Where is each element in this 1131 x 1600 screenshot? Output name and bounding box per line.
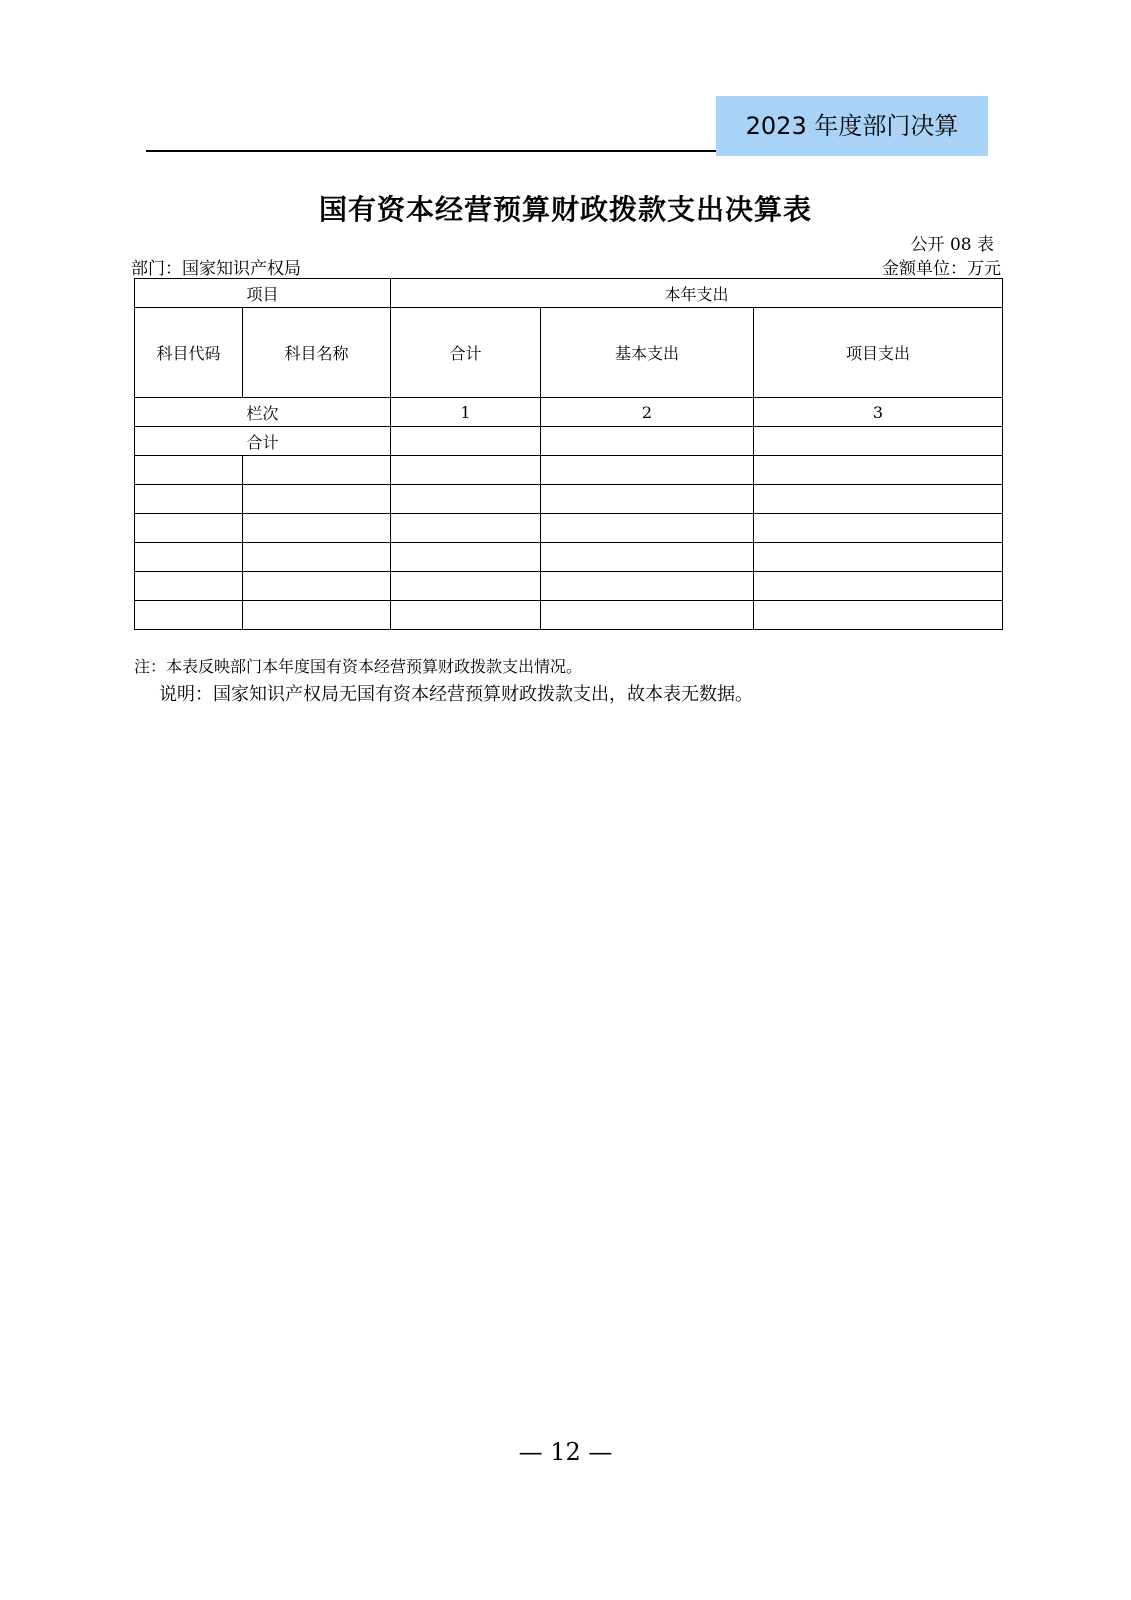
index-1: 1 [391,398,541,427]
total-cell [754,427,1003,456]
table-row [135,572,1003,601]
page-number: — 12 — [518,1438,613,1466]
table-cell [541,601,754,630]
table-cell [135,456,243,485]
table-cell [135,572,243,601]
index-3: 3 [754,398,1003,427]
index-label: 栏次 [135,398,391,427]
table-cell [391,543,541,572]
table-row [135,514,1003,543]
header-tag: 2023 年度部门决算 [716,96,988,156]
table-row [135,601,1003,630]
header-item-group: 项目 [135,279,391,308]
table-row [135,485,1003,514]
table-cell [754,485,1003,514]
table-cell [243,485,391,514]
header-basic: 基本支出 [541,308,754,398]
table-cell [754,456,1003,485]
table-cell [243,456,391,485]
header-code: 科目代码 [135,308,243,398]
header-total: 合计 [391,308,541,398]
table-note: 注：本表反映部门本年度国有资本经营预算财政拨款支出情况。 [134,657,583,676]
total-cell [391,427,541,456]
table-cell [135,514,243,543]
table-cell [243,543,391,572]
header-spend-group: 本年支出 [391,279,1003,308]
page-title: 国有资本经营预算财政拨款支出决算表 [318,193,812,226]
table-cell [541,485,754,514]
table-cell [541,543,754,572]
table-explanation: 说明：国家知识产权局无国有资本经营预算财政拨款支出，故本表无数据。 [159,684,753,705]
header-name: 科目名称 [243,308,391,398]
table-subheader-row [135,308,1003,398]
expenditure-table [134,278,1003,630]
index-2: 2 [541,398,754,427]
table-cell [754,572,1003,601]
department-label: 部门：国家知识产权局 [131,259,301,279]
header-project: 项目支出 [754,308,1003,398]
table-row [135,456,1003,485]
table-cell [754,601,1003,630]
unit-label: 金额单位：万元 [882,259,1001,279]
table-cell [754,543,1003,572]
table-cell [135,485,243,514]
table-cell [243,514,391,543]
table-cell [541,514,754,543]
table-cell [391,601,541,630]
total-cell [541,427,754,456]
total-row [135,427,1003,456]
index-row [135,398,1003,427]
table-cell [135,543,243,572]
table-cell [135,601,243,630]
table-cell [243,572,391,601]
table-header-row [135,279,1003,308]
table-cell [243,601,391,630]
table-code: 公开 08 表 [910,235,994,255]
table-cell [391,485,541,514]
table-cell [754,514,1003,543]
header-rule [146,150,716,152]
table-cell [391,572,541,601]
table-cell [541,572,754,601]
table-row [135,543,1003,572]
table-cell [541,456,754,485]
total-label: 合计 [135,427,391,456]
table-cell [391,514,541,543]
table-cell [391,456,541,485]
